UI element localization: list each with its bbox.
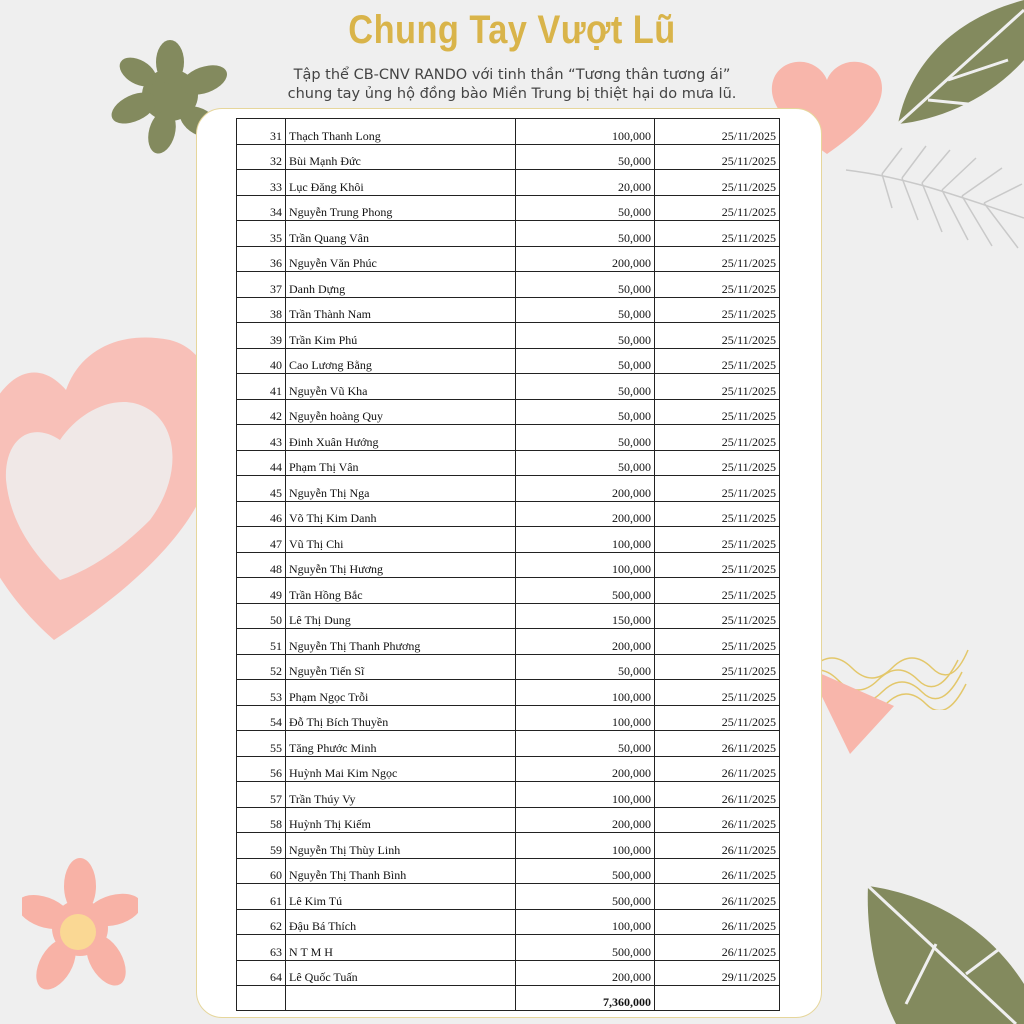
total-amount: 7,360,000	[516, 986, 655, 1011]
row-number: 54	[237, 705, 286, 731]
donation-date: 26/11/2025	[655, 935, 780, 961]
donor-name: Đinh Xuân Hướng	[286, 425, 516, 451]
table-row	[237, 603, 780, 629]
donation-table-body	[237, 119, 780, 1011]
donor-name: N T M H	[286, 935, 516, 961]
donation-date: 26/11/2025	[655, 833, 780, 859]
donation-amount: 50,000	[516, 399, 655, 425]
row-number: 60	[237, 858, 286, 884]
subtitle-line-2: chung tay ủng hộ đồng bào Miền Trung bị thiệt hại do mưa lũ.	[287, 86, 737, 102]
row-number: 38	[237, 297, 286, 323]
donation-date: 26/11/2025	[655, 884, 780, 910]
row-number: 44	[237, 450, 286, 476]
row-number: 33	[237, 170, 286, 196]
row-number: 40	[237, 348, 286, 374]
donation-date: 26/11/2025	[655, 858, 780, 884]
donation-amount: 50,000	[516, 654, 655, 680]
donation-amount: 100,000	[516, 833, 655, 859]
table-row	[237, 578, 780, 604]
donation-date: 25/11/2025	[655, 476, 780, 502]
donor-name: Danh Dựng	[286, 272, 516, 298]
row-number: 45	[237, 476, 286, 502]
donation-amount: 500,000	[516, 858, 655, 884]
row-number: 52	[237, 654, 286, 680]
row-number: 63	[237, 935, 286, 961]
donation-amount: 100,000	[516, 782, 655, 808]
donation-date: 29/11/2025	[655, 960, 780, 986]
donation-amount: 50,000	[516, 144, 655, 170]
row-number: 56	[237, 756, 286, 782]
donor-name: Phạm Thị Vân	[286, 450, 516, 476]
total-row	[237, 986, 780, 1011]
donor-name: Bùi Mạnh Đức	[286, 144, 516, 170]
row-number: 32	[237, 144, 286, 170]
donor-name: Trần Quang Vân	[286, 221, 516, 247]
row-number: 59	[237, 833, 286, 859]
donation-date: 25/11/2025	[655, 119, 780, 145]
subtitle-line-1: Tập thể CB-CNV RANDO với tinh thần “Tương thân tương ái”	[293, 67, 731, 83]
table-row	[237, 884, 780, 910]
row-number: 51	[237, 629, 286, 655]
donation-amount: 100,000	[516, 527, 655, 553]
donation-date: 25/11/2025	[655, 603, 780, 629]
row-number: 36	[237, 246, 286, 272]
donation-date: 25/11/2025	[655, 705, 780, 731]
donor-name: Nguyễn Vũ Kha	[286, 374, 516, 400]
row-number: 62	[237, 909, 286, 935]
donation-date: 25/11/2025	[655, 680, 780, 706]
donation-amount: 100,000	[516, 680, 655, 706]
table-row	[237, 552, 780, 578]
row-number: 37	[237, 272, 286, 298]
donation-amount: 100,000	[516, 909, 655, 935]
donation-date: 25/11/2025	[655, 450, 780, 476]
donation-date: 26/11/2025	[655, 756, 780, 782]
donation-date: 25/11/2025	[655, 297, 780, 323]
donation-amount: 50,000	[516, 323, 655, 349]
table-row	[237, 272, 780, 298]
donor-name: Nguyễn Thị Thanh Bình	[286, 858, 516, 884]
table-row	[237, 195, 780, 221]
pink-flower-icon	[22, 856, 138, 994]
donation-date: 25/11/2025	[655, 527, 780, 553]
table-row	[237, 527, 780, 553]
donation-table-wrapper	[236, 118, 780, 1011]
donation-amount: 200,000	[516, 629, 655, 655]
table-row	[237, 450, 780, 476]
table-row	[237, 960, 780, 986]
table-row	[237, 807, 780, 833]
row-number: 39	[237, 323, 286, 349]
row-number: 43	[237, 425, 286, 451]
donation-amount: 200,000	[516, 246, 655, 272]
donation-date: 25/11/2025	[655, 425, 780, 451]
donor-name: Trần Hồng Bắc	[286, 578, 516, 604]
table-row	[237, 782, 780, 808]
donation-amount: 500,000	[516, 884, 655, 910]
donation-date: 25/11/2025	[655, 399, 780, 425]
donor-name: Nguyễn Thị Hương	[286, 552, 516, 578]
donation-date: 25/11/2025	[655, 348, 780, 374]
donation-amount: 150,000	[516, 603, 655, 629]
table-row	[237, 858, 780, 884]
table-row	[237, 425, 780, 451]
table-row	[237, 501, 780, 527]
donation-amount: 100,000	[516, 552, 655, 578]
table-row	[237, 476, 780, 502]
donation-amount: 50,000	[516, 425, 655, 451]
donor-name: Trần Thúy Vy	[286, 782, 516, 808]
donation-date: 25/11/2025	[655, 501, 780, 527]
donor-name: Lê Kim Tú	[286, 884, 516, 910]
donation-date: 25/11/2025	[655, 578, 780, 604]
table-row	[237, 399, 780, 425]
donor-name: Nguyễn Thị Thanh Phương	[286, 629, 516, 655]
donation-amount: 200,000	[516, 960, 655, 986]
table-row	[237, 705, 780, 731]
donation-amount: 100,000	[516, 119, 655, 145]
row-number: 61	[237, 884, 286, 910]
donation-amount: 50,000	[516, 450, 655, 476]
donor-name: Nguyễn Tiến Sĩ	[286, 654, 516, 680]
table-row	[237, 731, 780, 757]
donation-table	[236, 118, 780, 1011]
total-empty-cell	[286, 986, 516, 1011]
table-row	[237, 323, 780, 349]
donor-name: Nguyễn Thị Nga	[286, 476, 516, 502]
row-number: 55	[237, 731, 286, 757]
row-number: 53	[237, 680, 286, 706]
donation-amount: 200,000	[516, 756, 655, 782]
donation-date: 25/11/2025	[655, 246, 780, 272]
row-number: 58	[237, 807, 286, 833]
donation-amount: 100,000	[516, 705, 655, 731]
donation-amount: 500,000	[516, 578, 655, 604]
donor-name: Đỗ Thị Bích Thuyền	[286, 705, 516, 731]
row-number: 34	[237, 195, 286, 221]
row-number: 41	[237, 374, 286, 400]
donation-amount: 500,000	[516, 935, 655, 961]
row-number: 48	[237, 552, 286, 578]
donation-date: 26/11/2025	[655, 782, 780, 808]
donor-name: Thạch Thanh Long	[286, 119, 516, 145]
row-number: 57	[237, 782, 286, 808]
donation-amount: 50,000	[516, 221, 655, 247]
row-number: 42	[237, 399, 286, 425]
table-row	[237, 833, 780, 859]
donation-date: 25/11/2025	[655, 195, 780, 221]
donation-date: 25/11/2025	[655, 272, 780, 298]
donor-name: Nguyễn hoàng Quy	[286, 399, 516, 425]
donation-amount: 50,000	[516, 297, 655, 323]
donation-amount: 50,000	[516, 272, 655, 298]
row-number: 35	[237, 221, 286, 247]
table-row	[237, 170, 780, 196]
donation-date: 26/11/2025	[655, 807, 780, 833]
table-row	[237, 246, 780, 272]
fern-leaf-icon	[842, 128, 1024, 258]
table-row	[237, 119, 780, 145]
table-row	[237, 629, 780, 655]
donor-name: Nguyễn Thị Thùy Linh	[286, 833, 516, 859]
row-number: 31	[237, 119, 286, 145]
donor-name: Trần Thành Nam	[286, 297, 516, 323]
big-heart-icon	[0, 330, 222, 642]
table-row	[237, 297, 780, 323]
donation-date: 25/11/2025	[655, 629, 780, 655]
page-title: Chung Tay Vượt Lũ	[348, 8, 676, 52]
table-row	[237, 144, 780, 170]
table-row	[237, 348, 780, 374]
table-row	[237, 909, 780, 935]
row-number: 49	[237, 578, 286, 604]
row-number: 50	[237, 603, 286, 629]
donation-amount: 50,000	[516, 195, 655, 221]
donor-name: Huỳnh Thị Kiếm	[286, 807, 516, 833]
donation-amount: 50,000	[516, 731, 655, 757]
donation-amount: 200,000	[516, 476, 655, 502]
table-row	[237, 935, 780, 961]
total-empty-cell	[237, 986, 286, 1011]
row-number: 64	[237, 960, 286, 986]
donor-name: Lê Thị Dung	[286, 603, 516, 629]
donor-name: Lục Đăng Khôi	[286, 170, 516, 196]
donor-name: Tăng Phước Minh	[286, 731, 516, 757]
table-row	[237, 680, 780, 706]
donation-date: 25/11/2025	[655, 374, 780, 400]
donor-name: Đậu Bá Thích	[286, 909, 516, 935]
donor-name: Cao Lương Bằng	[286, 348, 516, 374]
donor-name: Vũ Thị Chi	[286, 527, 516, 553]
table-row	[237, 654, 780, 680]
donation-date: 25/11/2025	[655, 552, 780, 578]
donation-date: 26/11/2025	[655, 909, 780, 935]
donation-date: 26/11/2025	[655, 731, 780, 757]
donation-amount: 50,000	[516, 348, 655, 374]
donation-date: 25/11/2025	[655, 170, 780, 196]
table-row	[237, 221, 780, 247]
donation-amount: 50,000	[516, 374, 655, 400]
total-empty-cell	[655, 986, 780, 1011]
donation-date: 25/11/2025	[655, 654, 780, 680]
donation-amount: 20,000	[516, 170, 655, 196]
donor-name: Huỳnh Mai Kim Ngọc	[286, 756, 516, 782]
donor-name: Nguyễn Trung Phong	[286, 195, 516, 221]
donor-name: Nguyễn Văn Phúc	[286, 246, 516, 272]
monstera-leaf-bottom-icon	[866, 884, 1024, 1024]
donation-amount: 200,000	[516, 807, 655, 833]
donor-name: Trần Kim Phú	[286, 323, 516, 349]
donor-name: Lê Quốc Tuấn	[286, 960, 516, 986]
donation-date: 25/11/2025	[655, 221, 780, 247]
donation-date: 25/11/2025	[655, 144, 780, 170]
row-number: 47	[237, 527, 286, 553]
donation-date: 25/11/2025	[655, 323, 780, 349]
donor-name: Võ Thị Kim Danh	[286, 501, 516, 527]
table-row	[237, 374, 780, 400]
row-number: 46	[237, 501, 286, 527]
donor-name: Phạm Ngọc Trỗi	[286, 680, 516, 706]
table-row	[237, 756, 780, 782]
donation-amount: 200,000	[516, 501, 655, 527]
